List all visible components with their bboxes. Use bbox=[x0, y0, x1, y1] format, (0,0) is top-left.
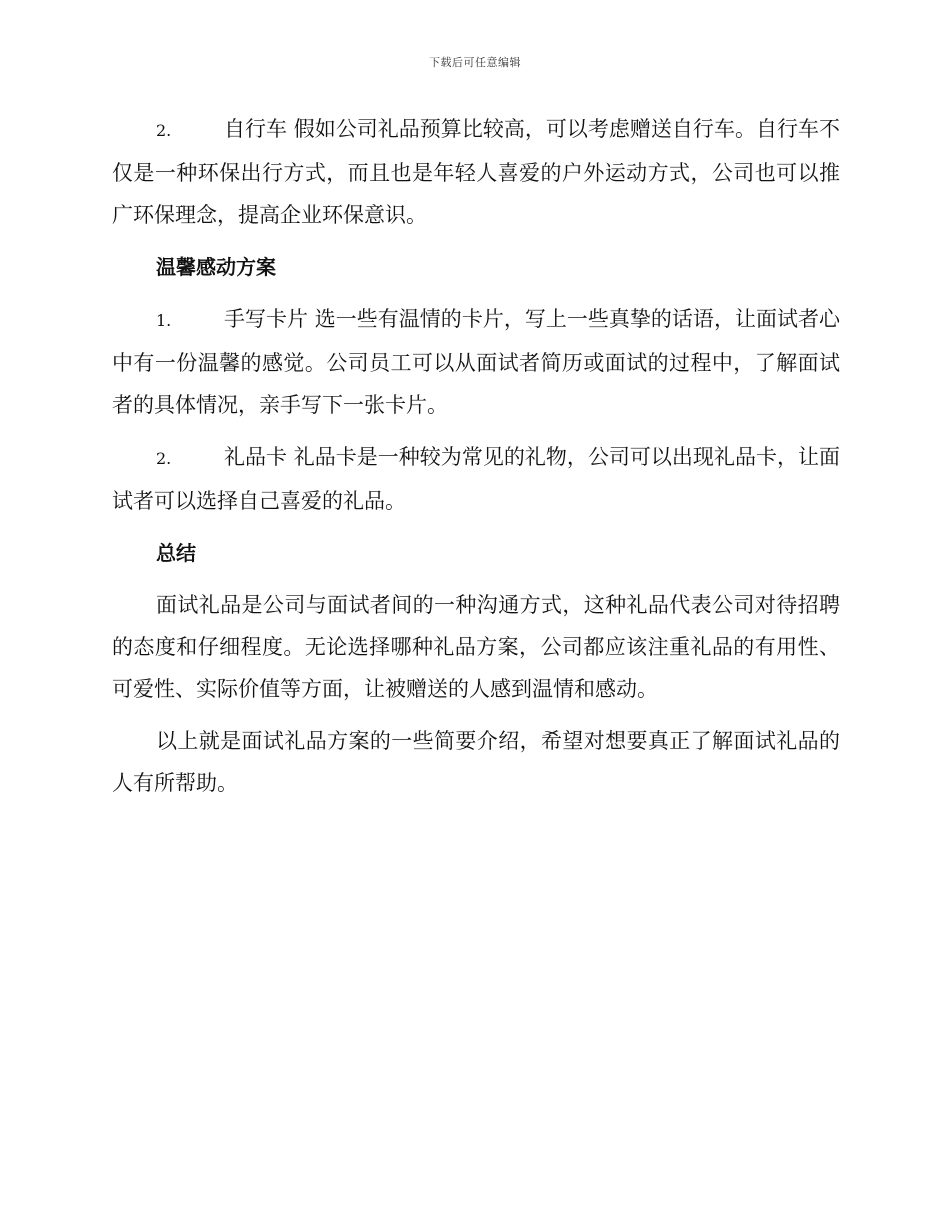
list-item-number: 2. bbox=[156, 121, 172, 140]
page-header: 下载后可任意编辑 bbox=[429, 56, 521, 69]
list-item-handwritten-card bbox=[112, 298, 840, 426]
list-item-title: 手写卡片 bbox=[224, 307, 309, 331]
list-item-text: 选一些有温情的卡片，写上一些真挚的话语，让面试者心中有一份温馨的感觉。公司员工可以从面试者简历或面试的过程中，了解面试者的具体情况，亲手写下一张卡片。 bbox=[112, 307, 840, 417]
list-item-title: 自行车 bbox=[224, 117, 288, 141]
list-item-number: 1. bbox=[156, 311, 172, 330]
summary-paragraph-2: 以上就是面试礼品方案的一些简要介绍，希望对想要真正了解面试礼品的人有所帮助。 bbox=[112, 729, 840, 795]
list-item-text: 假如公司礼品预算比较高，可以考虑赠送自行车。自行车不仅是一种环保出行方式，而且也是年轻人喜爱的户外运动方式，公司也可以推广环保理念，提高企业环保意识。 bbox=[112, 117, 840, 227]
section-heading-summary: 总结 bbox=[156, 541, 196, 565]
summary-paragraph-1: 面试礼品是公司与面试者间的一种沟通方式，这种礼品代表公司对待招聘的态度和仔细程度。无论选择哪种礼品方案，公司都应该注重礼品的有用性、可爱性、实际价值等方面，让被赠送的人感到温情和感动。 bbox=[112, 593, 840, 701]
section-heading-warm: 温馨感动方案 bbox=[156, 255, 276, 279]
list-item-text: 礼品卡是一种较为常见的礼物，公司可以出现礼品卡，让面试者可以选择自己喜爱的礼品。 bbox=[112, 445, 840, 513]
list-item-gift-card bbox=[112, 436, 840, 522]
list-item-number: 2. bbox=[156, 449, 172, 468]
document-body bbox=[112, 108, 840, 814]
list-item-title: 礼品卡 bbox=[224, 445, 288, 469]
list-item-bicycle bbox=[112, 108, 840, 236]
